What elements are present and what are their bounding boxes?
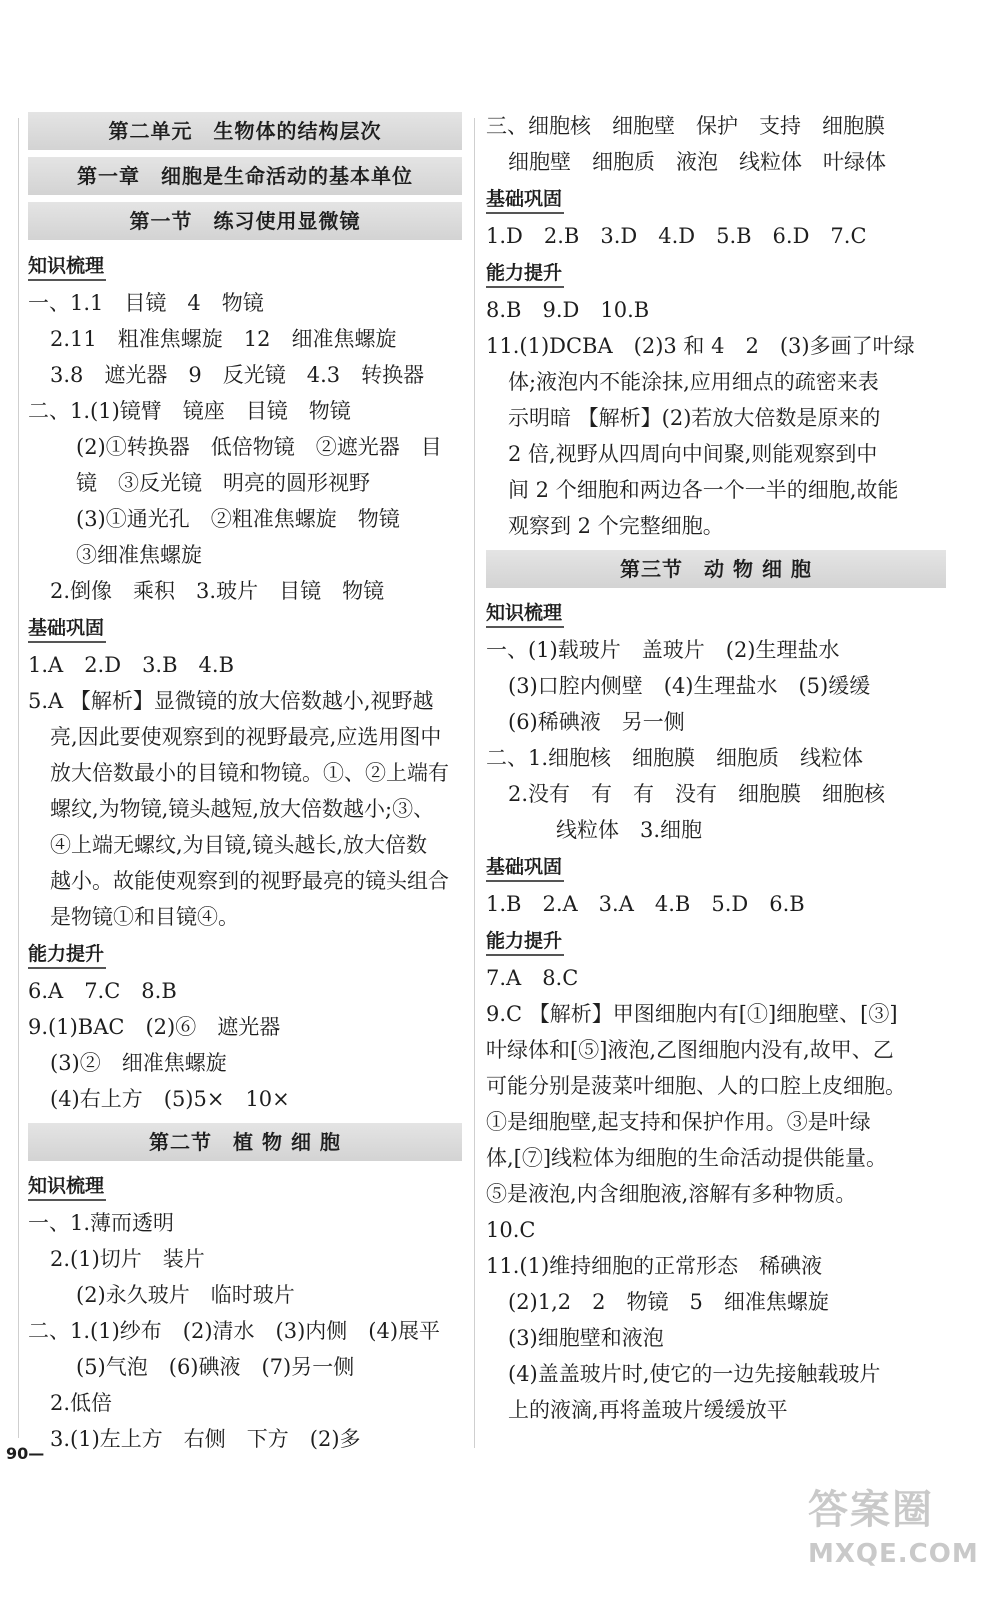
answer-line: 2 倍,视野从四周向中间聚,则能观察到中 [508, 442, 878, 466]
answer-line: 线粒体 3.细胞 [556, 818, 703, 842]
left-margin-rule [18, 118, 19, 1438]
heading-ability-3: 能力提升 [486, 926, 564, 956]
answer-line: 可能分别是菠菜叶细胞、人的口腔上皮细胞。 [486, 1074, 906, 1098]
heading-knowledge-1: 知识梳理 [28, 251, 106, 281]
answer-line: 8.B 9.D 10.B [486, 298, 650, 322]
answer-line: 二、1.细胞核 细胞膜 细胞质 线粒体 [486, 746, 864, 770]
left-column [28, 112, 462, 1457]
answer-line: 7.A 8.C [486, 966, 579, 990]
column-divider [474, 118, 475, 1448]
answer-line: 3.8 遮光器 9 反光镜 4.3 转换器 [50, 363, 425, 387]
answer-line: 体;液泡内不能涂抹,应用细点的疏密来表 [508, 370, 879, 394]
answer-line: ①是细胞壁,起支持和保护作用。③是叶绿 [486, 1110, 871, 1134]
answer-line: ④上端无螺纹,为目镜,镜头越长,放大倍数 [50, 833, 428, 857]
answer-line: 观察到 2 个完整细胞。 [508, 514, 724, 538]
answer-line: 体,[⑦]线粒体为细胞的生命活动提供能量。 [486, 1146, 888, 1170]
answer-line: (4)盖盖玻片时,使它的一边先接触载玻片 [508, 1362, 881, 1386]
heading-basic-3: 基础巩固 [486, 852, 564, 882]
answer-line: 三、细胞核 细胞壁 保护 支持 细胞膜 [486, 114, 885, 138]
answer-line: 1.D 2.B 3.D 4.D 5.B 6.D 7.C [486, 224, 867, 248]
heading-knowledge-2: 知识梳理 [28, 1171, 106, 1201]
answer-line: (3)口腔内侧壁 (4)生理盐水 (5)缓缓 [508, 674, 871, 698]
answer-line: 细胞壁 细胞质 液泡 线粒体 叶绿体 [508, 150, 886, 174]
answer-line: 2.(1)切片 装片 [50, 1247, 205, 1271]
answer-line: 镜 ③反光镜 明亮的圆形视野 [76, 471, 370, 495]
unit-title: 第二单元 生物体的结构层次 [28, 112, 462, 150]
answer-line: 6.A 7.C 8.B [28, 979, 177, 1003]
answer-line: (2)①转换器 低倍物镜 ②遮光器 目 [76, 435, 442, 459]
answer-line: 1.A 2.D 3.B 4.B [28, 653, 235, 677]
answer-line: 9.C 【解析】甲图细胞内有[①]细胞壁、[③] [486, 1002, 898, 1026]
page-number: 90— [6, 1444, 45, 1463]
answer-line: ③细准焦螺旋 [76, 543, 202, 567]
answer-line: ⑤是液泡,内含细胞液,溶解有多种物质。 [486, 1182, 857, 1206]
answer-line: 9.(1)BAC (2)⑥ 遮光器 [28, 1015, 281, 1039]
heading-ability-1: 能力提升 [28, 939, 106, 969]
answer-line: 亮,因此要使观察到的视野最亮,应选用图中 [50, 725, 442, 749]
answer-line: 11.(1)DCBA (2)3 和 4 2 (3)多画了叶绿 [486, 334, 915, 358]
answer-line: 3.(1)左上方 右侧 下方 (2)多 [50, 1427, 361, 1451]
chapter-title: 第一章 细胞是生命活动的基本单位 [28, 157, 462, 195]
answer-line: (2)永久玻片 临时玻片 [76, 1283, 295, 1307]
answer-line: (3)①通光孔 ②粗准焦螺旋 物镜 [76, 507, 400, 531]
answer-line: 放大倍数最小的目镜和物镜。①、②上端有 [50, 761, 449, 785]
answer-line: 螺纹,为物镜,镜头越短,放大倍数越小;③、 [50, 797, 435, 821]
answer-line: (3)② 细准焦螺旋 [50, 1051, 227, 1075]
answer-line: 2.低倍 [50, 1391, 113, 1415]
answer-line: 一、1.1 目镜 4 物镜 [28, 291, 264, 315]
answer-line: 一、1.薄而透明 [28, 1211, 175, 1235]
answer-line: 二、1.(1)纱布 (2)清水 (3)内侧 (4)展平 [28, 1319, 441, 1343]
answer-line: 2.11 粗准焦螺旋 12 细准焦螺旋 [50, 327, 397, 351]
answer-line: 10.C [486, 1218, 536, 1242]
answer-line: (2)1,2 2 物镜 5 细准焦螺旋 [508, 1290, 829, 1314]
answer-line: 二、1.(1)镜臂 镜座 目镜 物镜 [28, 399, 351, 423]
site-watermark [808, 1478, 979, 1586]
heading-basic-2: 基础巩固 [486, 184, 564, 214]
answer-line: 是物镜①和目镜④。 [50, 905, 239, 929]
answer-line: 2.倒像 乘积 3.玻片 目镜 物镜 [50, 579, 385, 603]
answer-line: 越小。故能使观察到的视野最亮的镜头组合 [50, 869, 449, 893]
section-2-title: 第二节 植 物 细 胞 [28, 1123, 462, 1161]
watermark-logo-text: 答案圈 [808, 1487, 934, 1533]
title-block [28, 112, 462, 240]
heading-basic-1: 基础巩固 [28, 613, 106, 643]
answer-line: (6)稀碘液 另一侧 [508, 710, 685, 734]
answer-line: 间 2 个细胞和两边各一个一半的细胞,故能 [508, 478, 899, 502]
answer-line: 5.A 【解析】显微镜的放大倍数越小,视野越 [28, 689, 434, 713]
right-column [486, 108, 946, 1428]
section-1-title: 第一节 练习使用显微镜 [28, 202, 462, 240]
answer-line: (4)右上方 (5)5× 10× [50, 1087, 290, 1111]
answer-line: 叶绿体和[⑤]液泡,乙图细胞内没有,故甲、乙 [486, 1038, 894, 1062]
answer-line: 2.没有 有 有 没有 细胞膜 细胞核 [508, 782, 886, 806]
heading-ability-2: 能力提升 [486, 258, 564, 288]
answer-line: 上的液滴,再将盖玻片缓缓放平 [508, 1398, 788, 1422]
answer-line: 11.(1)维持细胞的正常形态 稀碘液 [486, 1254, 823, 1278]
answer-line: 一、(1)载玻片 盖玻片 (2)生理盐水 [486, 638, 840, 662]
answer-line: 示明暗 【解析】(2)若放大倍数是原来的 [508, 406, 881, 430]
heading-knowledge-3: 知识梳理 [486, 598, 564, 628]
answer-line: (3)细胞壁和液泡 [508, 1326, 664, 1350]
watermark-domain: MXQE.COM [808, 1539, 979, 1569]
answer-line: 1.B 2.A 3.A 4.B 5.D 6.B [486, 892, 805, 916]
answer-line: (5)气泡 (6)碘液 (7)另一侧 [76, 1355, 355, 1379]
section-3-title: 第三节 动 物 细 胞 [486, 550, 946, 588]
